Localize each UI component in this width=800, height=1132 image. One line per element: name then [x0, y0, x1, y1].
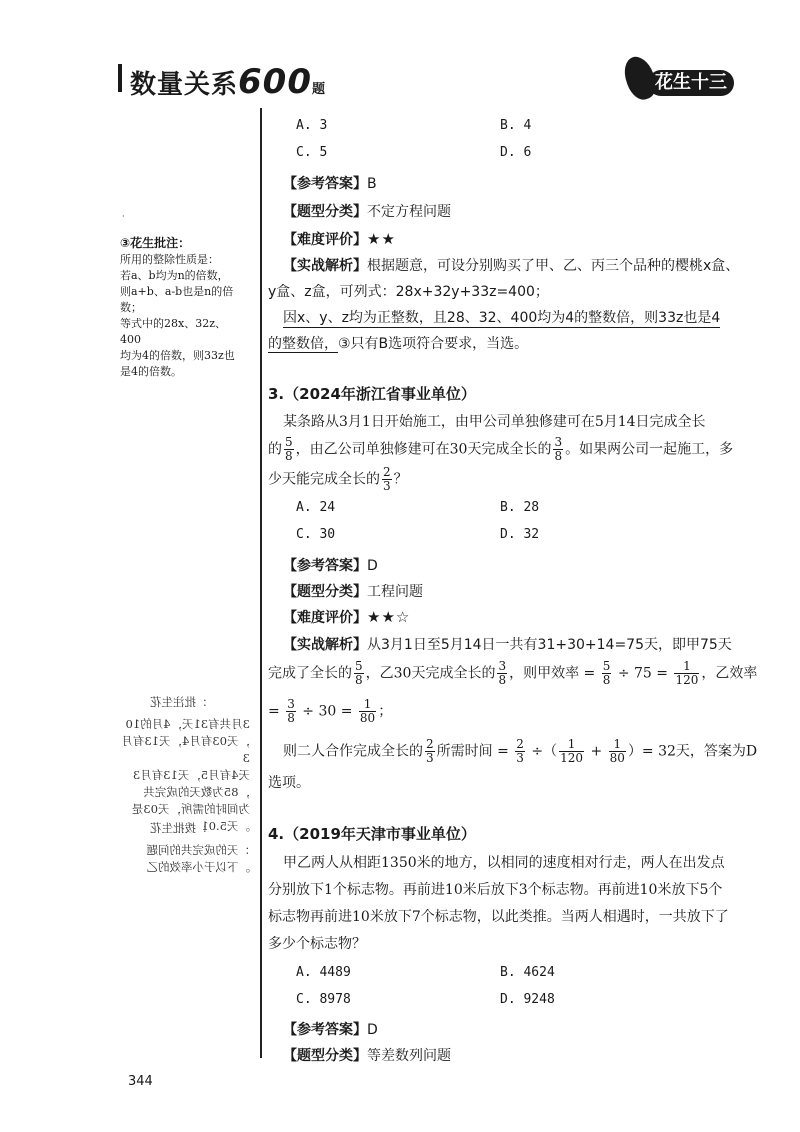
q4-stem-line-1: 甲乙两人从相距1350米的地方，以相同的速度相对行走，两人在出发点 [283, 855, 725, 871]
header-suffix: 题 [312, 82, 327, 97]
q2-analysis-line-4: 的整数倍，③只有B选项符合要求，当选。 [268, 336, 529, 352]
q3-option-c: C. 30 [296, 527, 336, 542]
q2-difficulty: 【难度评价】★★ [283, 230, 396, 248]
q2-analysis-line-3: 因x、y、z均为正整数，且28、32、400均为4的整数倍，则33z也是4 [283, 307, 720, 328]
q4-option-d: D. 9248 [500, 992, 555, 1007]
q3-option-d: D. 32 [500, 527, 540, 542]
fraction: $\frac{1}{80}$ [359, 697, 376, 725]
q4-answer: 【参考答案】D [283, 1022, 378, 1038]
fraction: $\frac{5}{8}$ [285, 435, 293, 463]
q3-analysis-line-5: 选项。 [268, 775, 310, 791]
q3-heading: 3.（2024年浙江省事业单位） [268, 385, 476, 403]
mirror-note-line: 3月共有31天，4月的10 [125, 717, 250, 731]
margin-mark: · [122, 212, 125, 221]
side-note-body [120, 252, 245, 380]
q3-analysis-line-2: 完成了全长的 $\frac{5}{8}$ ，乙30天完成全长的 $\frac{3}{8}$ ，则甲效率 = $\frac{5}{8}$ ÷ 75 = $\frac{1}{120}$ ，乙效率 [268, 659, 758, 687]
fraction: $\frac{1}{120}$ [675, 659, 699, 687]
header-bar [118, 64, 122, 92]
q3-type: 【题型分类】工程问题 [283, 584, 423, 600]
page-number: 344 [128, 1074, 153, 1089]
q3-analysis-line-1: 【实战解析】从3月1日至5月14日一共有31+30+14=75天，即甲75天 [283, 637, 732, 653]
mirror-note-line: 为间时的需所，天03是 [131, 802, 250, 816]
header-number: 600 [238, 62, 312, 102]
header-title [130, 62, 326, 102]
q3-stem-line-3: 少天能完成全长的 $\frac{2}{3}$ ？ [268, 465, 408, 493]
q3-option-b: B. 28 [500, 500, 540, 515]
fraction: $\frac{5}{8}$ [355, 659, 363, 687]
logo: 花生十三 [648, 70, 734, 96]
header-title-text: 数量关系 [130, 70, 239, 100]
mirror-note-body [120, 716, 250, 835]
side-note-line: 等式中的28x、32z、400 [120, 317, 226, 346]
q2-answer: 【参考答案】B [283, 176, 377, 192]
q4-type: 【题型分类】等差数列问题 [283, 1048, 451, 1064]
q4-stem-line-2: 分别放下1个标志物。再前进10米后放下3个标志物。再前进10米放下5个 [268, 882, 723, 898]
side-note-line: 若a、b均为n的倍数， [120, 269, 229, 282]
q2-analysis-line-1: 【实战解析】根据题意，可设分别购买了甲、乙、丙三个品种的樱桃x盒、 [283, 258, 740, 274]
q2-option-a: A. 3 [296, 118, 328, 133]
mirror-note-line: 。天5.01 [201, 819, 250, 833]
fraction: $\frac{3}{8}$ [498, 659, 507, 687]
side-note-line: 均为4的倍数，则33z也 [120, 349, 235, 362]
q3-answer: 【参考答案】D [283, 558, 378, 574]
q2-option-d: D. 6 [500, 145, 532, 160]
q3-analysis-line-3: = $\frac{3}{8}$ ÷ 30 = $\frac{1}{80}$ ； [268, 697, 393, 725]
fraction: $\frac{2}{3}$ [516, 737, 524, 765]
column-divider [260, 108, 262, 1058]
side-note-line: 则a+b、a-b也是n的倍数； [120, 285, 234, 314]
q3-option-a: A. 24 [296, 500, 336, 515]
fraction: $\frac{3}{8}$ [554, 435, 563, 463]
mirror-note-line: ，天03有月4，天13有月3 [121, 734, 250, 765]
side-note-title: ③花生批注： [120, 236, 191, 250]
q2-option-b: B. 4 [500, 118, 532, 133]
q2-analysis-line-2: y盒、z盒，可列式：28x+32y+33z=400； [268, 284, 549, 300]
q3-difficulty: 【难度评价】★★☆ [283, 608, 411, 626]
q2-option-c: C. 5 [296, 145, 328, 160]
q4-stem-line-3: 标志物再前进10米放下7个标志物，以此类推。当两人相遇时，一共放下了 [268, 909, 729, 925]
mirror-note-title: ：批注生花 [150, 695, 208, 709]
mirror-note-line: ：天的成完共的问题 [146, 843, 250, 857]
fraction: $\frac{2}{3}$ [383, 465, 391, 493]
mirror-note-line: 。下以于小率效的乙 [146, 860, 250, 874]
q4-option-b: B. 4624 [500, 965, 555, 980]
fraction: $\frac{5}{8}$ [602, 659, 611, 687]
fraction: $\frac{2}{3}$ [426, 737, 434, 765]
q3-stem-line-2: 的 $\frac{5}{8}$ ，由乙公司单独修建可在30天完成全长的 $\frac{3}{8}$ 。如果两公司一起施工，多 [268, 435, 734, 463]
q4-option-a: A. 4489 [296, 965, 351, 980]
side-note-line: 是4的倍数。 [120, 365, 182, 378]
mirror-note-title-2: ：拨批生花 [150, 821, 208, 835]
q3-analysis-line-4: 则二人合作完成全长的 $\frac{2}{3}$ 所需时间 = $\frac{2}{3}$ ÷（ $\frac{1}{120}$ + $\frac{1}{80}$ ）= 32天，答案为D [283, 737, 758, 765]
q4-heading: 4.（2019年天津市事业单位） [268, 825, 476, 843]
fraction: $\frac{3}{8}$ [287, 697, 295, 725]
q2-type: 【题型分类】不定方程问题 [283, 204, 451, 220]
mirror-note-line: 天4有月5，天13有月3 [132, 768, 250, 782]
q3-stem-line-1: 某条路从3月1日开始施工，由甲公司单独修建可在5月14日完成全长 [283, 414, 706, 430]
mirror-note-line: ，85为数天的成完共 [143, 785, 250, 799]
fraction: $\frac{1}{120}$ [560, 737, 584, 765]
side-note-line: 所用的整除性质是： [120, 253, 219, 266]
mirror-note-body-2 [120, 842, 250, 876]
q4-option-c: C. 8978 [296, 992, 351, 1007]
q4-stem-line-4: 多少个标志物？ [268, 936, 366, 952]
fraction: $\frac{1}{80}$ [609, 737, 625, 765]
